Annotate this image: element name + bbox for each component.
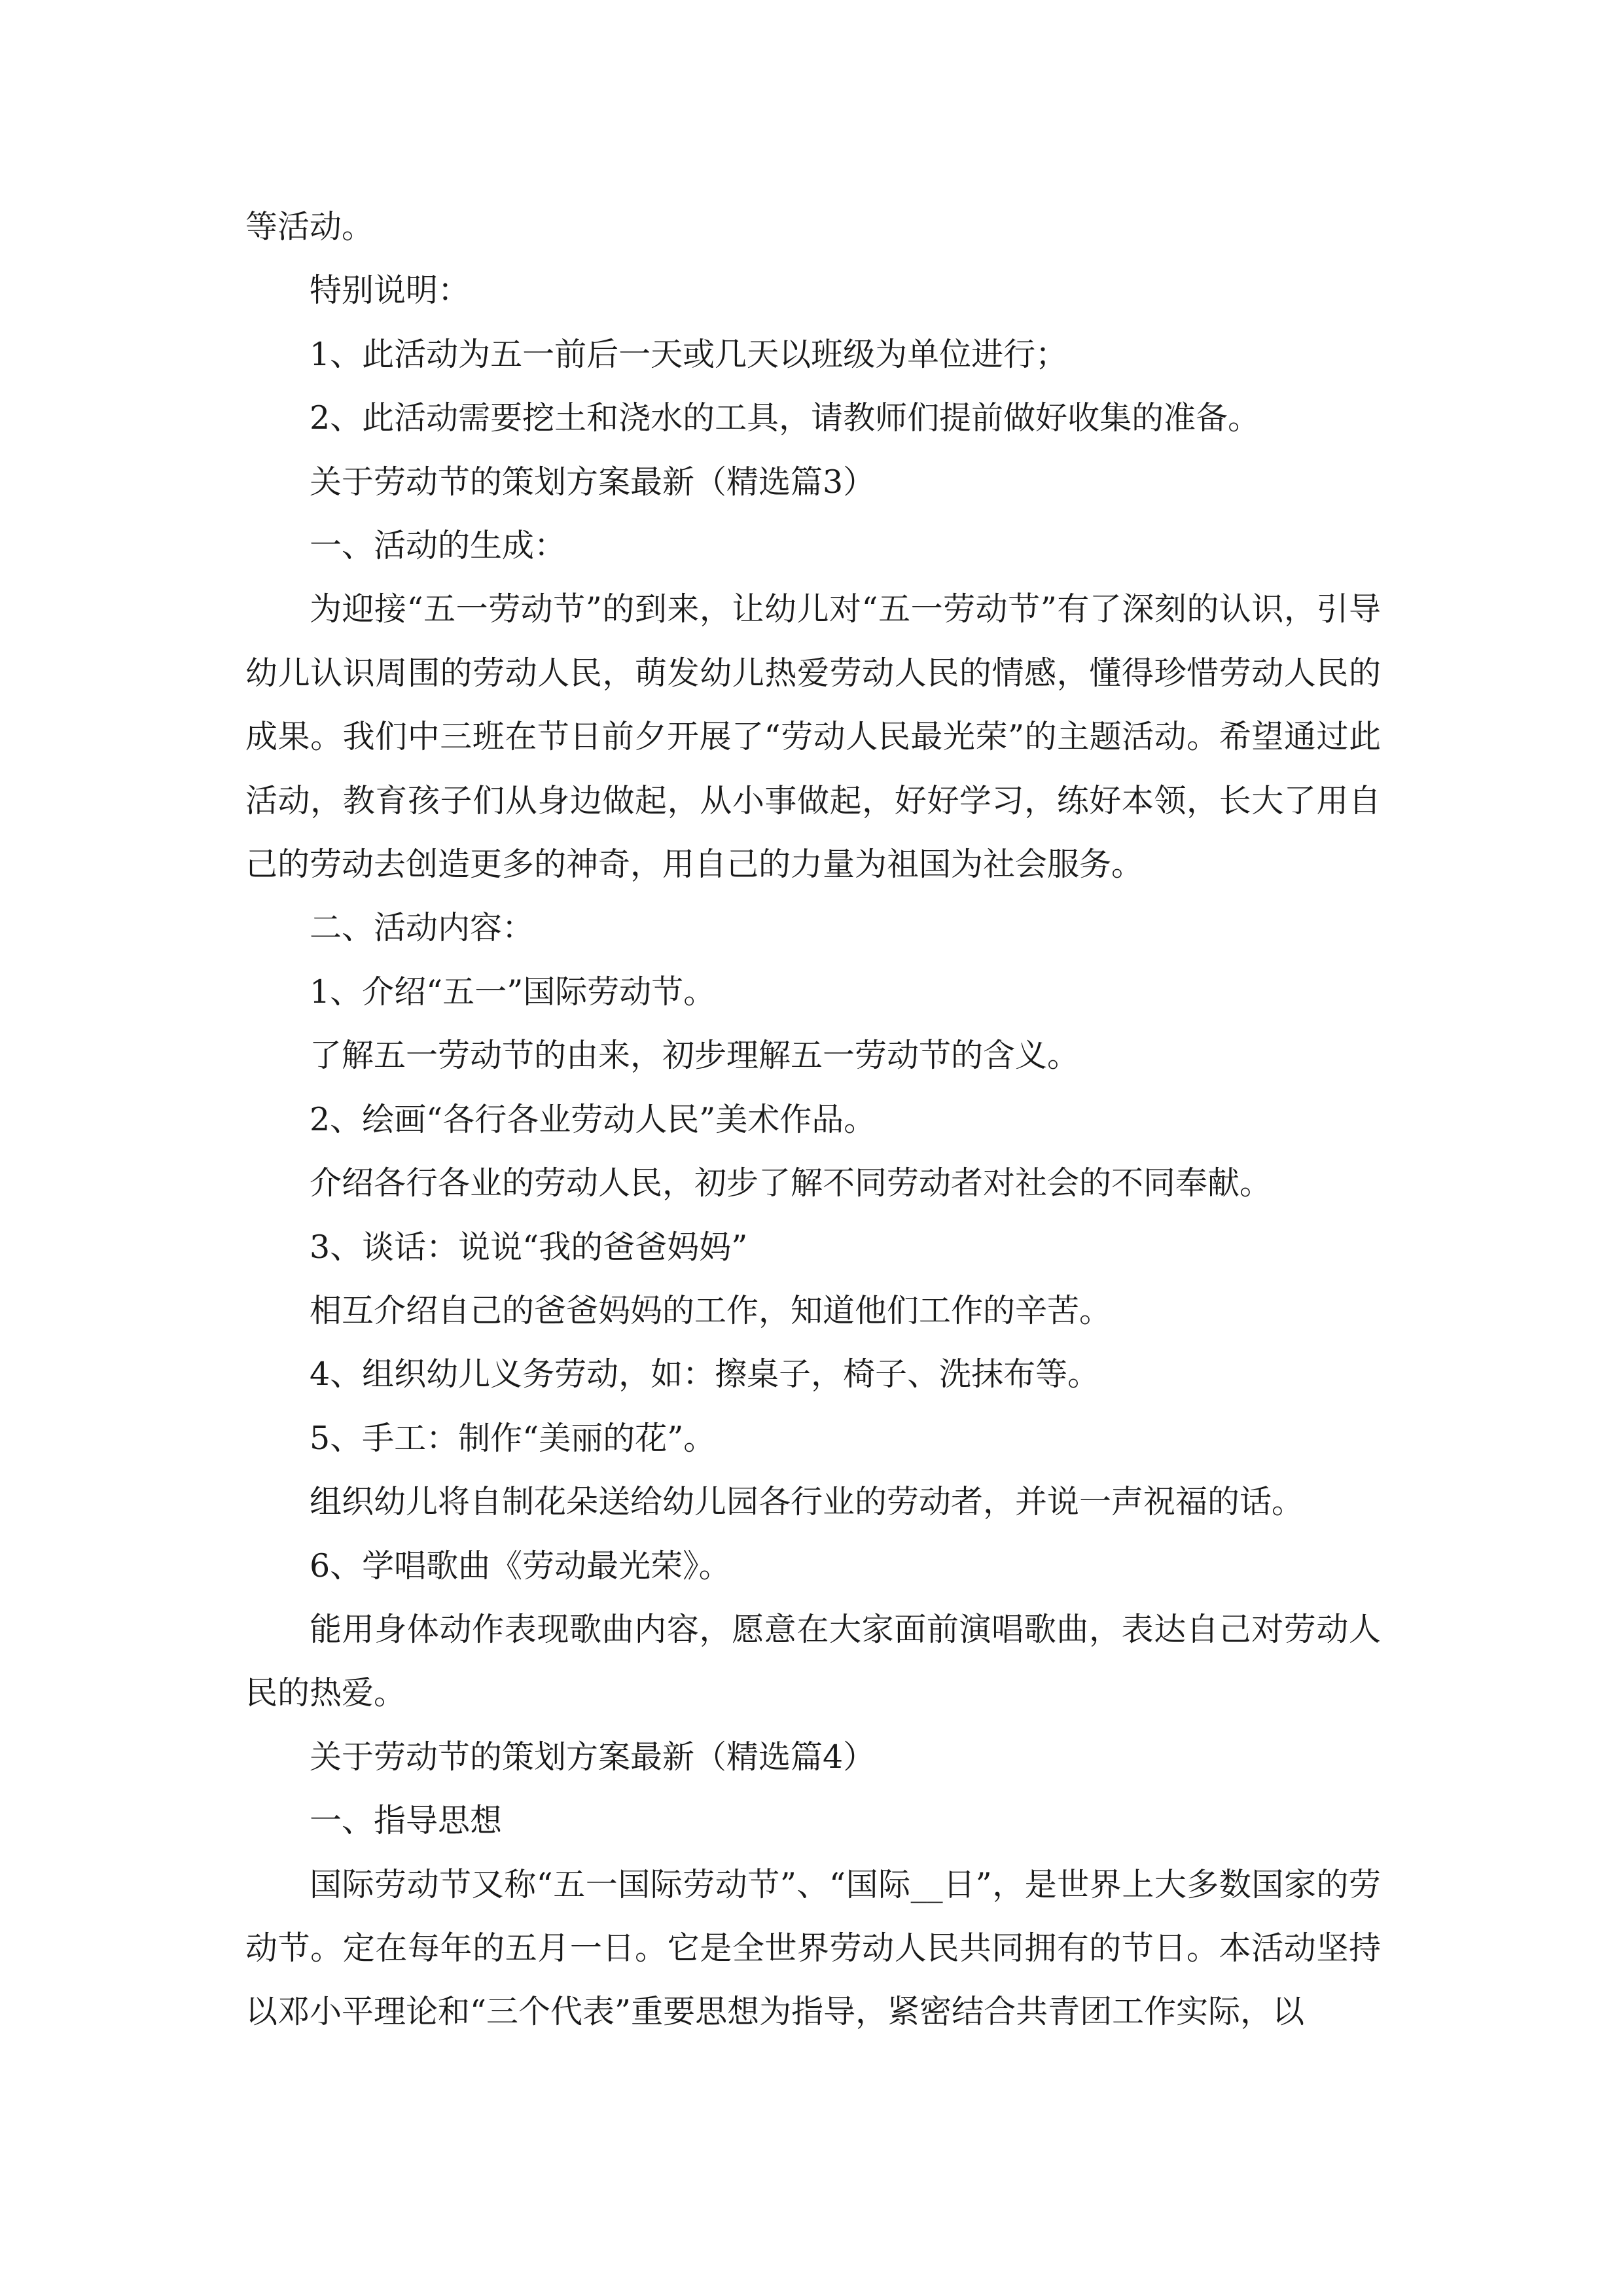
- list-item: 6、学唱歌曲《劳动最光荣》。: [310, 1547, 731, 1585]
- list-item: 1、此活动为五一前后一天或几天以班级为单位进行；: [310, 335, 1068, 373]
- paragraph: 特别说明：: [310, 272, 471, 310]
- section-heading: 关于劳动节的策划方案最新（精选篇3）: [310, 463, 876, 501]
- paragraph: 了解五一劳动节的由来，初步理解五一劳动节的含义。: [310, 1037, 1080, 1075]
- paragraph: 等活动。: [245, 208, 374, 245]
- subsection-heading: 二、活动内容：: [310, 909, 535, 947]
- paragraph: 组织幼儿将自制花朵送给幼儿园各行业的劳动者，并说一声祝福的话。: [310, 1483, 1304, 1521]
- paragraph: 相互介绍自己的爸爸妈妈的工作，知道他们工作的辛苦。: [310, 1291, 1112, 1329]
- list-item: 3、谈话：说说“我的爸爸妈妈”: [310, 1228, 748, 1266]
- list-item: 5、手工：制作“美丽的花”。: [310, 1419, 716, 1457]
- document-body: [245, 195, 1381, 2044]
- list-item: 2、此活动需要挖土和浇水的工具，请教师们提前做好收集的准备。: [310, 399, 1260, 437]
- section-heading: 关于劳动节的策划方案最新（精选篇4）: [310, 1738, 876, 1776]
- subsection-heading: 一、活动的生成：: [310, 527, 567, 565]
- paragraph: 介绍各行各业的劳动人民，初步了解不同劳动者对社会的不同奉献。: [310, 1164, 1272, 1202]
- list-item: 4、组织幼儿义务劳动，如：擦桌子，椅子、洗抹布等。: [310, 1355, 1100, 1393]
- paragraph: 为迎接“五一劳动节”的到来，让幼儿对“五一劳动节”有了深刻的认识，引导幼儿认识周围的劳动人民，萌发幼儿热爱劳动人民的情感，懂得珍惜劳动人民的成果。我们中三班在节日前夕开展了“劳动人民最光荣”的主题活动。希望通过此活动，教育孩子们从身边做起，从小事做起，好好学习，练好本领，长大了用自己的劳动去创造更多的神奇，用自己的力量为祖国为社会服务。: [245, 590, 1381, 884]
- list-item: 1、介绍“五一”国际劳动节。: [310, 973, 716, 1011]
- paragraph: 国际劳动节又称“五一国际劳动节”、“国际__日”，是世界上大多数国家的劳动节。定在每年的五月一日。它是全世界劳动人民共同拥有的节日。本活动坚持以邓小平理论和“三个代表”重要思想为指导，紧密结合共青团工作实际，以: [245, 1865, 1381, 2031]
- list-item: 2、绘画“各行各业劳动人民”美术作品。: [310, 1100, 876, 1138]
- paragraph: 能用身体动作表现歌曲内容，愿意在大家面前演唱歌曲，表达自己对劳动人民的热爱。: [245, 1610, 1381, 1712]
- subsection-heading: 一、指导思想: [310, 1802, 503, 1840]
